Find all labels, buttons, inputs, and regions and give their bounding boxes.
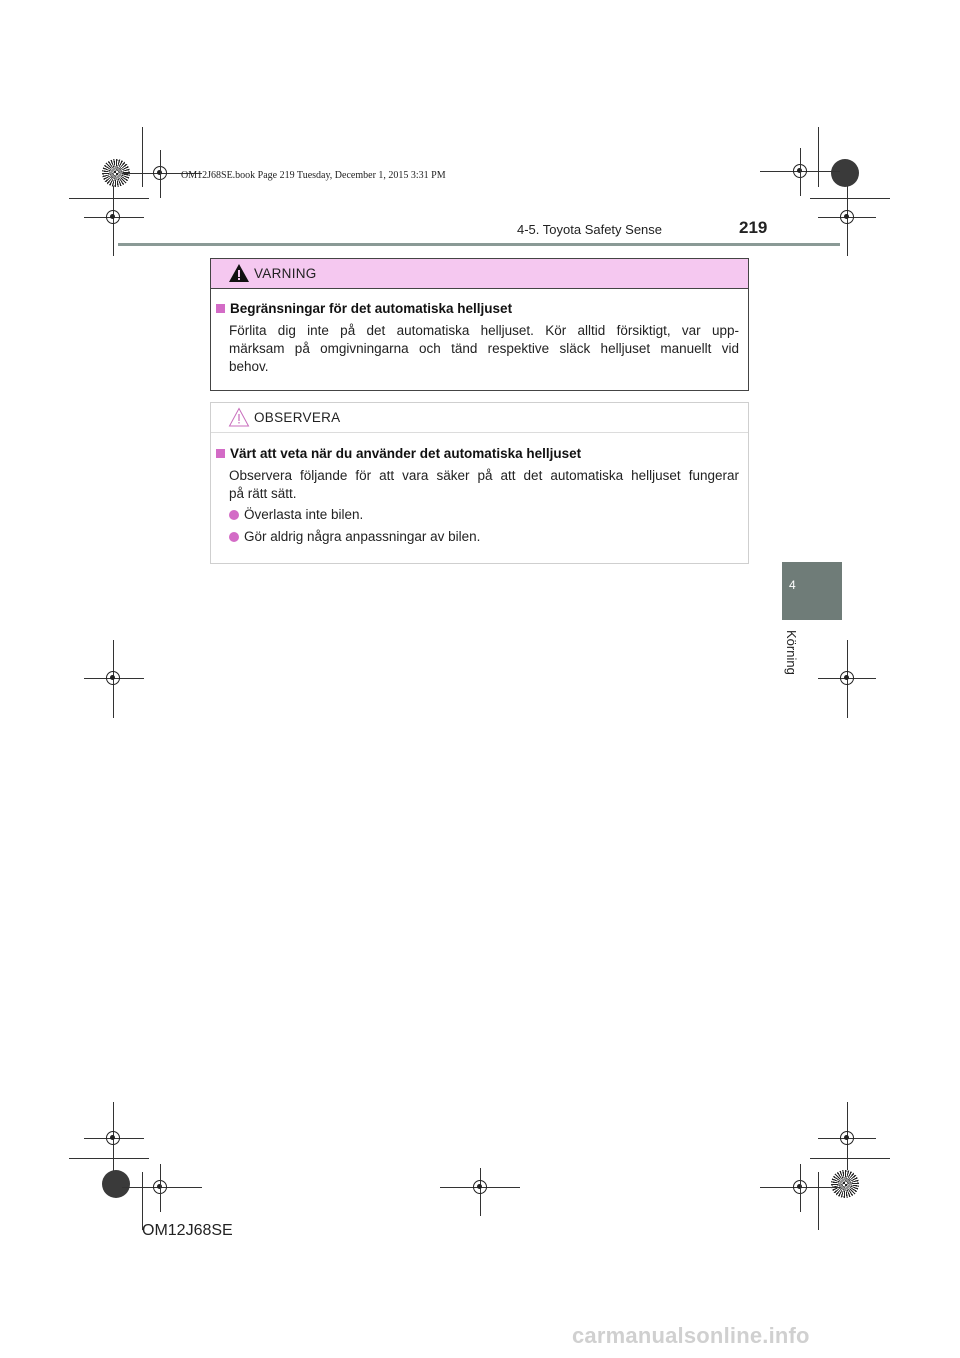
registration-dark-circle-icon [831,159,859,187]
book-info: OM12J68SE.book Page 219 Tuesday, December 1, 2015 3:31 PM [181,170,446,181]
round-bullet-icon [229,510,239,520]
square-bullet-icon [216,449,225,458]
header-rule [118,243,840,246]
warning-line: behov. [229,359,269,374]
caution-bullet: Gör aldrig några anpassningar av bilen. [229,529,480,544]
caution-text [229,467,739,503]
chapter-label: Körning [784,630,799,675]
manual-code: OM12J68SE [142,1222,233,1239]
warning-label: VARNING [254,266,317,281]
round-bullet-icon [229,532,239,542]
registration-mark-icon [840,1131,854,1145]
warning-line: Förlita dig inte på det automatiska helljuset. Kör alltid försiktigt, var upp- [229,323,739,338]
caution-bullet: Överlasta inte bilen. [229,507,363,522]
square-bullet-icon [216,304,225,313]
chapter-number: 4 [789,578,796,592]
page-number: 219 [739,218,768,237]
warning-triangle-icon [228,263,250,283]
registration-mark-icon [106,671,120,685]
caution-line: på rätt sätt. [229,486,297,501]
caution-label: OBSERVERA [254,410,341,425]
registration-dark-circle-icon [102,1170,130,1198]
warning-text [229,322,739,376]
section-title: 4-5. Toyota Safety Sense [517,222,663,237]
registration-mark-icon [106,210,120,224]
warning-box [210,258,749,391]
warning-header [211,259,748,289]
caution-header [211,403,748,433]
caution-triangle-icon [228,407,250,427]
registration-mark-icon [840,210,854,224]
registration-mark-icon [840,671,854,685]
caution-line: Observera följande för att vara säker på att det automatiska helljuset fungerar [229,468,739,483]
watermark: carmanualsonline.info [572,1323,810,1348]
warning-title: Begränsningar för det automatiska helljuset [216,301,512,316]
registration-mark-icon [106,1131,120,1145]
warning-line: märksam på omgivningarna och tänd respektive släck helljuset manuellt vid [229,341,739,356]
caution-box [210,402,749,564]
registration-mark-icon [473,1180,487,1194]
registration-star-icon [831,1170,859,1198]
caution-title: Värt att veta när du använder det automatiska helljuset [216,446,581,461]
